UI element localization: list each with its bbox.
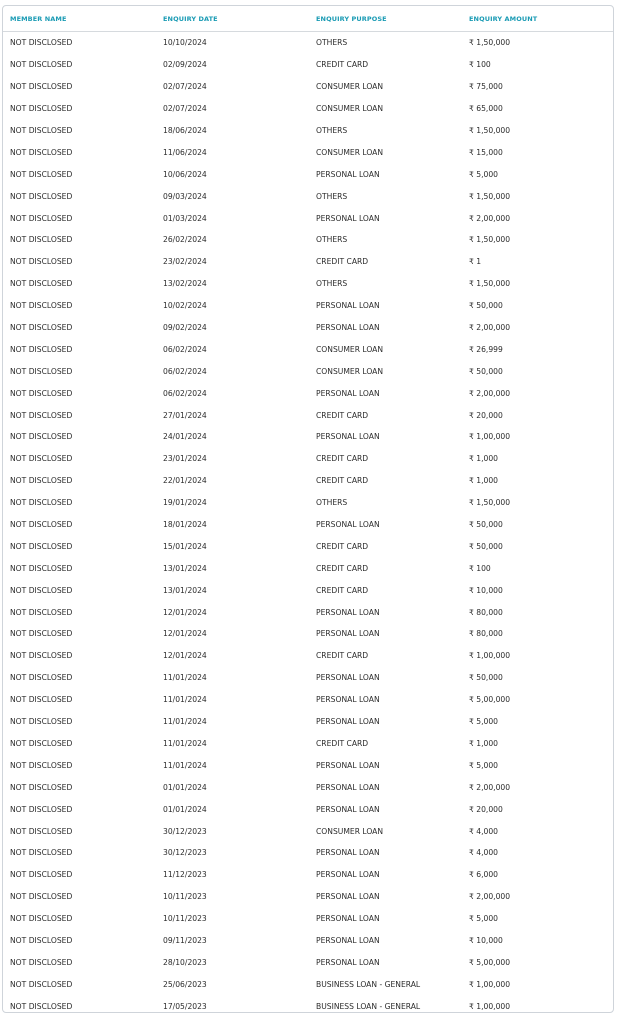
enquiry-amount-cell: ₹ 5,000 — [469, 914, 498, 924]
member-name-cell: NOT DISCLOSED — [10, 60, 73, 70]
member-name-cell: NOT DISCLOSED — [10, 541, 73, 551]
member-name-cell: NOT DISCLOSED — [10, 498, 73, 508]
table-row — [3, 798, 613, 820]
member-name-cell: NOT DISCLOSED — [10, 585, 73, 595]
member-name-cell: NOT DISCLOSED — [10, 432, 73, 442]
enquiry-amount-cell: ₹ 4,000 — [469, 826, 498, 836]
member-name-cell: NOT DISCLOSED — [10, 520, 73, 530]
enquiry-date-cell: 22/01/2024 — [163, 476, 207, 486]
enquiry-date-cell: 10/11/2023 — [163, 914, 207, 924]
enquiry-amount-cell: ₹ 1,50,000 — [469, 498, 511, 508]
member-name-cell: NOT DISCLOSED — [10, 563, 73, 573]
enquiry-date-cell: 09/11/2023 — [163, 935, 207, 945]
enquiry-date-cell: 28/10/2023 — [163, 957, 207, 967]
enquiry-date-cell: 13/02/2024 — [163, 279, 207, 289]
enquiry-date-cell: 11/12/2023 — [163, 870, 207, 880]
enquiry-purpose-cell: PERSONAL LOAN — [316, 760, 380, 770]
table-row — [3, 689, 613, 711]
enquiry-date-cell: 12/01/2024 — [163, 651, 207, 661]
enquiry-purpose-cell: OTHERS — [316, 279, 348, 289]
table-row — [3, 623, 613, 645]
enquiry-purpose-cell: CREDIT CARD — [316, 541, 369, 551]
enquiry-date-cell: 23/01/2024 — [163, 454, 207, 464]
member-name-cell: NOT DISCLOSED — [10, 826, 73, 836]
enquiry-amount-cell: ₹ 1,000 — [469, 738, 498, 748]
enquiry-amount-cell: ₹ 1 — [469, 257, 482, 267]
enquiry-amount-cell: ₹ 6,000 — [469, 870, 498, 880]
enquiry-amount-cell: ₹ 80,000 — [469, 629, 503, 639]
member-name-cell: NOT DISCLOSED — [10, 191, 73, 201]
member-name-cell: NOT DISCLOSED — [10, 213, 73, 223]
table-row — [3, 733, 613, 755]
enquiry-purpose-cell: PERSONAL LOAN — [316, 432, 380, 442]
member-name-cell: NOT DISCLOSED — [10, 629, 73, 639]
member-name-cell: NOT DISCLOSED — [10, 957, 73, 967]
table-row — [3, 295, 613, 317]
enquiry-date-cell: 30/12/2023 — [163, 848, 207, 858]
enquiry-amount-cell: ₹ 50,000 — [469, 673, 503, 683]
table-row — [3, 492, 613, 514]
enquiry-date-cell: 25/06/2023 — [163, 979, 207, 989]
table-body — [3, 32, 613, 1018]
member-name-cell: NOT DISCLOSED — [10, 935, 73, 945]
enquiry-purpose-cell: PERSONAL LOAN — [316, 914, 380, 924]
enquiry-purpose-cell: PERSONAL LOAN — [316, 629, 380, 639]
enquiry-amount-cell: ₹ 2,00,000 — [469, 782, 511, 792]
enquiry-date-cell: 27/01/2024 — [163, 410, 207, 420]
table-row — [3, 557, 613, 579]
enquiry-purpose-cell: CONSUMER LOAN — [316, 344, 384, 354]
member-name-cell: NOT DISCLOSED — [10, 169, 73, 179]
member-name-cell: NOT DISCLOSED — [10, 738, 73, 748]
enquiry-date-cell: 13/01/2024 — [163, 563, 207, 573]
enquiry-date-cell: 06/02/2024 — [163, 388, 207, 398]
member-name-cell: NOT DISCLOSED — [10, 126, 73, 135]
member-name-cell: NOT DISCLOSED — [10, 760, 73, 770]
enquiry-amount-cell: ₹ 2,00,000 — [469, 892, 511, 902]
enquiry-date-cell: 11/01/2024 — [163, 717, 207, 727]
table-row — [3, 317, 613, 339]
enquiries-table — [3, 6, 613, 1017]
table-row — [3, 251, 613, 273]
enquiry-date-cell: 12/01/2024 — [163, 629, 207, 639]
enquiry-amount-cell: ₹ 5,000 — [469, 760, 498, 770]
enquiry-purpose-cell: PERSONAL LOAN — [316, 892, 380, 902]
column-header-enquiry-amount: ENQUIRY AMOUNT — [462, 6, 613, 32]
enquiry-date-cell: 11/01/2024 — [163, 695, 207, 705]
enquiry-amount-cell: ₹ 4,000 — [469, 848, 498, 858]
enquiry-purpose-cell: OTHERS — [316, 126, 348, 135]
enquiry-purpose-cell: OTHERS — [316, 38, 348, 48]
enquiry-purpose-cell: PERSONAL LOAN — [316, 301, 380, 311]
enquiry-amount-cell: ₹ 20,000 — [469, 804, 503, 814]
table-row — [3, 273, 613, 295]
table-row — [3, 470, 613, 492]
enquiry-purpose-cell: OTHERS — [316, 191, 348, 201]
enquiry-amount-cell: ₹ 15,000 — [469, 147, 503, 157]
table-row — [3, 667, 613, 689]
enquiry-purpose-cell: PERSONAL LOAN — [316, 520, 380, 530]
enquiry-date-cell: 18/01/2024 — [163, 520, 207, 530]
enquiry-amount-cell: ₹ 1,000 — [469, 454, 498, 464]
table-row — [3, 338, 613, 360]
table-row — [3, 842, 613, 864]
enquiry-amount-cell: ₹ 1,50,000 — [469, 126, 511, 135]
enquiry-date-cell: 26/02/2024 — [163, 235, 207, 245]
enquiry-amount-cell: ₹ 75,000 — [469, 82, 503, 92]
enquiry-amount-cell: ₹ 5,000 — [469, 169, 498, 179]
enquiry-date-cell: 01/01/2024 — [163, 782, 207, 792]
enquiry-purpose-cell: PERSONAL LOAN — [316, 607, 380, 617]
header-row — [3, 6, 613, 32]
enquiry-date-cell: 01/01/2024 — [163, 804, 207, 814]
enquiry-purpose-cell: PERSONAL LOAN — [316, 323, 380, 333]
member-name-cell: NOT DISCLOSED — [10, 344, 73, 354]
enquiry-date-cell: 09/02/2024 — [163, 323, 207, 333]
enquiry-purpose-cell: CONSUMER LOAN — [316, 147, 384, 157]
member-name-cell: NOT DISCLOSED — [10, 410, 73, 420]
enquiry-amount-cell: ₹ 100 — [469, 563, 491, 573]
member-name-cell: NOT DISCLOSED — [10, 870, 73, 880]
enquiry-purpose-cell: BUSINESS LOAN - GENERAL — [316, 979, 421, 989]
enquiry-date-cell: 02/07/2024 — [163, 82, 207, 92]
enquiry-purpose-cell: CREDIT CARD — [316, 563, 369, 573]
table-row — [3, 185, 613, 207]
member-name-cell: NOT DISCLOSED — [10, 914, 73, 924]
enquiry-amount-cell: ₹ 1,50,000 — [469, 38, 511, 48]
table-row — [3, 141, 613, 163]
table-header — [3, 6, 613, 32]
member-name-cell: NOT DISCLOSED — [10, 804, 73, 814]
table-row — [3, 711, 613, 733]
enquiry-purpose-cell: PERSONAL LOAN — [316, 673, 380, 683]
enquiry-amount-cell: ₹ 50,000 — [469, 520, 503, 530]
table-row — [3, 426, 613, 448]
enquiry-amount-cell: ₹ 1,00,000 — [469, 1001, 511, 1011]
enquiry-amount-cell: ₹ 10,000 — [469, 935, 503, 945]
enquiry-date-cell: 11/01/2024 — [163, 738, 207, 748]
enquiry-date-cell: 30/12/2023 — [163, 826, 207, 836]
table-row — [3, 908, 613, 930]
table-row — [3, 886, 613, 908]
enquiry-amount-cell: ₹ 1,50,000 — [469, 279, 511, 289]
enquiry-date-cell: 12/01/2024 — [163, 607, 207, 617]
enquiry-date-cell: 11/06/2024 — [163, 147, 207, 157]
enquiry-purpose-cell: PERSONAL LOAN — [316, 935, 380, 945]
enquiry-date-cell: 09/03/2024 — [163, 191, 207, 201]
enquiry-date-cell: 10/02/2024 — [163, 301, 207, 311]
member-name-cell: NOT DISCLOSED — [10, 323, 73, 333]
enquiry-date-cell: 06/02/2024 — [163, 344, 207, 354]
table-row — [3, 54, 613, 76]
enquiry-purpose-cell: CREDIT CARD — [316, 410, 369, 420]
enquiry-purpose-cell: CONSUMER LOAN — [316, 104, 384, 114]
enquiry-purpose-cell: CREDIT CARD — [316, 454, 369, 464]
enquiry-purpose-cell: CREDIT CARD — [316, 257, 369, 267]
enquiry-date-cell: 01/03/2024 — [163, 213, 207, 223]
enquiry-purpose-cell: CREDIT CARD — [316, 738, 369, 748]
enquiry-amount-cell: ₹ 1,00,000 — [469, 432, 511, 442]
table-row — [3, 820, 613, 842]
enquiry-amount-cell: ₹ 5,000 — [469, 717, 498, 727]
enquiry-purpose-cell: CONSUMER LOAN — [316, 366, 384, 376]
table-row — [3, 76, 613, 98]
enquiry-purpose-cell: PERSONAL LOAN — [316, 848, 380, 858]
enquiry-amount-cell: ₹ 26,999 — [469, 344, 503, 354]
column-header-member-name: MEMBER NAME — [3, 6, 156, 32]
enquiry-date-cell: 11/01/2024 — [163, 760, 207, 770]
enquiry-date-cell: 19/01/2024 — [163, 498, 207, 508]
member-name-cell: NOT DISCLOSED — [10, 695, 73, 705]
enquiry-purpose-cell: OTHERS — [316, 235, 348, 245]
table-row — [3, 579, 613, 601]
enquiry-date-cell: 17/05/2023 — [163, 1001, 207, 1011]
enquiry-date-cell: 18/06/2024 — [163, 126, 207, 135]
table-row — [3, 229, 613, 251]
enquiry-purpose-cell: CONSUMER LOAN — [316, 826, 384, 836]
enquiry-purpose-cell: BUSINESS LOAN - GENERAL — [316, 1001, 421, 1011]
enquiry-purpose-cell: PERSONAL LOAN — [316, 957, 380, 967]
enquiry-date-cell: 06/02/2024 — [163, 366, 207, 376]
enquiry-purpose-cell: PERSONAL LOAN — [316, 782, 380, 792]
member-name-cell: NOT DISCLOSED — [10, 147, 73, 157]
enquiry-amount-cell: ₹ 100 — [469, 60, 491, 70]
enquiry-purpose-cell: CREDIT CARD — [316, 651, 369, 661]
table-row — [3, 360, 613, 382]
member-name-cell: NOT DISCLOSED — [10, 38, 73, 48]
enquiry-purpose-cell: CREDIT CARD — [316, 60, 369, 70]
table-row — [3, 120, 613, 142]
table-row — [3, 98, 613, 120]
table-row — [3, 163, 613, 185]
enquiry-amount-cell: ₹ 2,00,000 — [469, 323, 511, 333]
enquiry-amount-cell: ₹ 20,000 — [469, 410, 503, 420]
member-name-cell: NOT DISCLOSED — [10, 388, 73, 398]
member-name-cell: NOT DISCLOSED — [10, 476, 73, 486]
member-name-cell: NOT DISCLOSED — [10, 892, 73, 902]
member-name-cell: NOT DISCLOSED — [10, 717, 73, 727]
enquiry-purpose-cell: PERSONAL LOAN — [316, 870, 380, 880]
member-name-cell: NOT DISCLOSED — [10, 104, 73, 114]
table-row — [3, 404, 613, 426]
table-row — [3, 951, 613, 973]
member-name-cell: NOT DISCLOSED — [10, 979, 73, 989]
member-name-cell: NOT DISCLOSED — [10, 82, 73, 92]
enquiry-date-cell: 13/01/2024 — [163, 585, 207, 595]
table-row — [3, 448, 613, 470]
table-row — [3, 535, 613, 557]
table-row — [3, 32, 613, 54]
enquiry-purpose-cell: CONSUMER LOAN — [316, 82, 384, 92]
table-row — [3, 930, 613, 952]
enquiry-date-cell: 15/01/2024 — [163, 541, 207, 551]
enquiry-amount-cell: ₹ 10,000 — [469, 585, 503, 595]
member-name-cell: NOT DISCLOSED — [10, 301, 73, 311]
table-row — [3, 973, 613, 995]
enquiry-purpose-cell: CREDIT CARD — [316, 476, 369, 486]
member-name-cell: NOT DISCLOSED — [10, 279, 73, 289]
enquiry-date-cell: 02/07/2024 — [163, 104, 207, 114]
enquiry-amount-cell: ₹ 2,00,000 — [469, 213, 511, 223]
column-header-enquiry-date: ENQUIRY DATE — [156, 6, 309, 32]
enquiry-date-cell: 10/11/2023 — [163, 892, 207, 902]
member-name-cell: NOT DISCLOSED — [10, 257, 73, 267]
member-name-cell: NOT DISCLOSED — [10, 651, 73, 661]
enquiry-amount-cell: ₹ 1,000 — [469, 476, 498, 486]
member-name-cell: NOT DISCLOSED — [10, 454, 73, 464]
table-row — [3, 754, 613, 776]
member-name-cell: NOT DISCLOSED — [10, 1001, 73, 1011]
enquiry-amount-cell: ₹ 80,000 — [469, 607, 503, 617]
column-header-enquiry-purpose: ENQUIRY PURPOSE — [309, 6, 462, 32]
enquiry-date-cell: 23/02/2024 — [163, 257, 207, 267]
enquiry-date-cell: 11/01/2024 — [163, 673, 207, 683]
member-name-cell: NOT DISCLOSED — [10, 848, 73, 858]
member-name-cell: NOT DISCLOSED — [10, 673, 73, 683]
enquiry-purpose-cell: PERSONAL LOAN — [316, 388, 380, 398]
member-name-cell: NOT DISCLOSED — [10, 366, 73, 376]
enquiry-purpose-cell: CREDIT CARD — [316, 585, 369, 595]
table-row — [3, 601, 613, 623]
enquiry-date-cell: 10/10/2024 — [163, 38, 207, 48]
enquiry-amount-cell: ₹ 1,50,000 — [469, 191, 511, 201]
enquiry-purpose-cell: PERSONAL LOAN — [316, 804, 380, 814]
table-row — [3, 776, 613, 798]
table-row — [3, 382, 613, 404]
table-row — [3, 645, 613, 667]
enquiry-date-cell: 24/01/2024 — [163, 432, 207, 442]
enquiry-amount-cell: ₹ 5,00,000 — [469, 695, 511, 705]
enquiry-purpose-cell: PERSONAL LOAN — [316, 717, 380, 727]
table-row — [3, 864, 613, 886]
member-name-cell: NOT DISCLOSED — [10, 782, 73, 792]
enquiry-amount-cell: ₹ 5,00,000 — [469, 957, 511, 967]
enquiry-amount-cell: ₹ 50,000 — [469, 541, 503, 551]
enquiry-amount-cell: ₹ 50,000 — [469, 366, 503, 376]
enquiries-table-card — [2, 5, 614, 1013]
enquiry-purpose-cell: PERSONAL LOAN — [316, 213, 380, 223]
enquiry-purpose-cell: PERSONAL LOAN — [316, 169, 380, 179]
enquiry-amount-cell: ₹ 1,00,000 — [469, 651, 511, 661]
enquiry-purpose-cell: OTHERS — [316, 498, 348, 508]
table-row — [3, 995, 613, 1017]
member-name-cell: NOT DISCLOSED — [10, 607, 73, 617]
enquiry-amount-cell: ₹ 2,00,000 — [469, 388, 511, 398]
enquiry-date-cell: 02/09/2024 — [163, 60, 207, 70]
enquiry-purpose-cell: PERSONAL LOAN — [316, 695, 380, 705]
member-name-cell: NOT DISCLOSED — [10, 235, 73, 245]
enquiry-date-cell: 10/06/2024 — [163, 169, 207, 179]
enquiry-amount-cell: ₹ 65,000 — [469, 104, 503, 114]
table-row — [3, 207, 613, 229]
table-row — [3, 514, 613, 536]
enquiry-amount-cell: ₹ 1,00,000 — [469, 979, 511, 989]
enquiry-amount-cell: ₹ 1,50,000 — [469, 235, 511, 245]
enquiry-amount-cell: ₹ 50,000 — [469, 301, 503, 311]
